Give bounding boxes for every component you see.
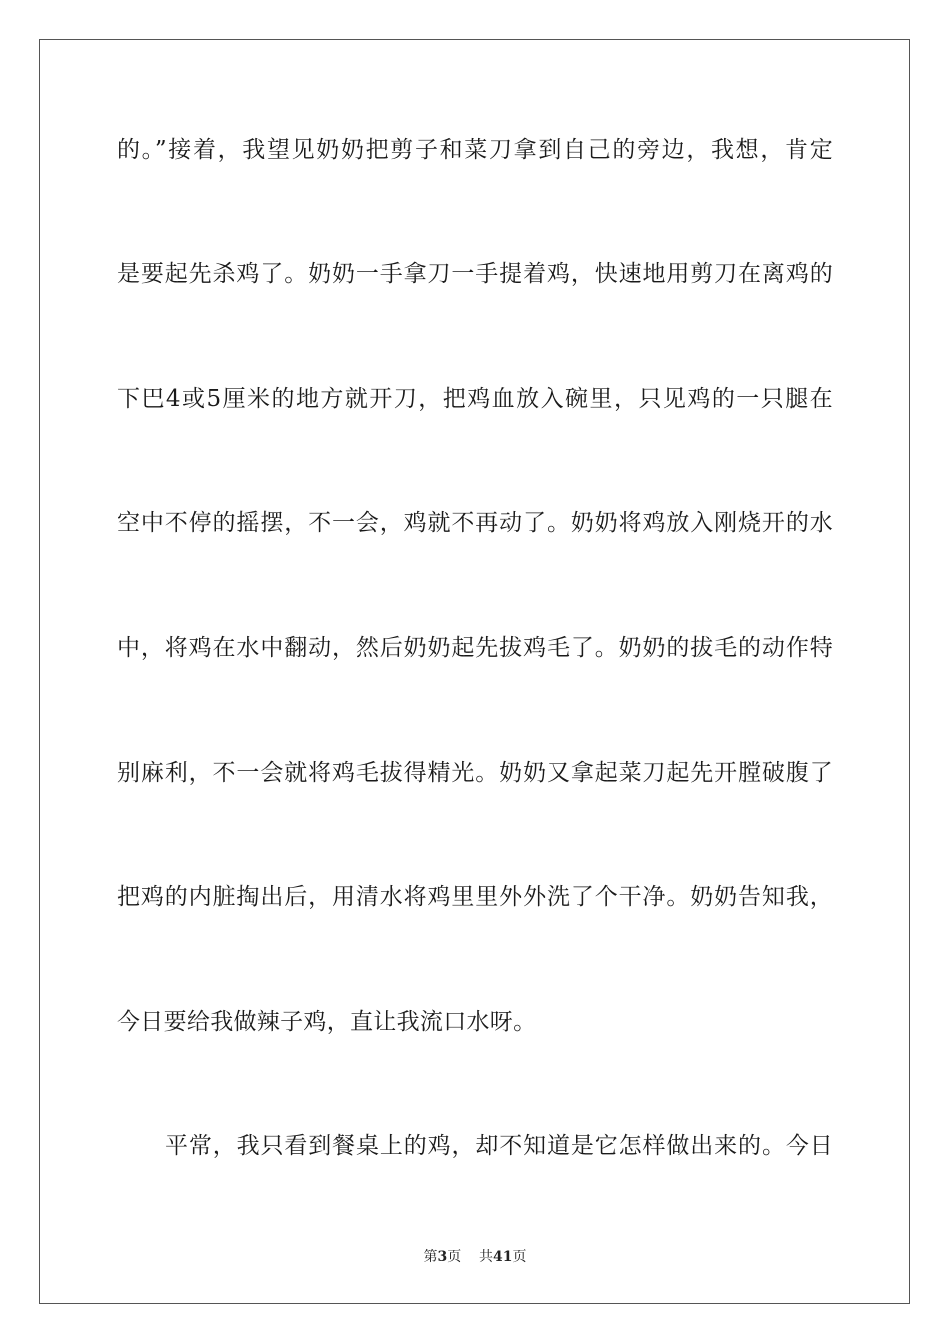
- body-line-5: 中，将鸡在水中翻动，然后奶奶起先拔鸡毛了。奶奶的拔毛的动作特: [117, 635, 833, 661]
- footer-total-pages: 41: [493, 1249, 513, 1265]
- body-line-2: 是要起先杀鸡了。奶奶一手拿刀一手提着鸡，快速地用剪刀在离鸡的: [117, 261, 833, 287]
- page-footer: [0, 1248, 950, 1266]
- footer-total-prefix: 共: [479, 1249, 494, 1265]
- body-line-6: 别麻利，不一会就将鸡毛拔得精光。奶奶又拿起菜刀起先开膛破腹了: [117, 760, 833, 786]
- body-line-1: 的。”接着，我望见奶奶把剪子和菜刀拿到自己的旁边，我想，肯定: [117, 137, 833, 163]
- footer-page-suffix: 页: [447, 1249, 462, 1265]
- footer-total-suffix: 页: [512, 1249, 527, 1265]
- footer-page-prefix: 第: [423, 1249, 438, 1265]
- body-line-9: 平常，我只看到餐桌上的鸡，却不知道是它怎样做出来的。今日: [165, 1133, 833, 1159]
- body-line-4: 空中不停的摇摆，不一会，鸡就不再动了。奶奶将鸡放入刚烧开的水: [117, 510, 833, 536]
- footer-page-number: 3: [437, 1249, 448, 1265]
- body-line-3: 下巴4或5厘米的地方就开刀，把鸡血放入碗里，只见鸡的一只腿在: [117, 386, 833, 412]
- page-border: [39, 39, 910, 1304]
- body-line-7: 把鸡的内脏掏出后，用清水将鸡里里外外洗了个干净。奶奶告知我，: [117, 884, 833, 910]
- body-line-8: 今日要给我做辣子鸡，直让我流口水呀。: [117, 1009, 537, 1035]
